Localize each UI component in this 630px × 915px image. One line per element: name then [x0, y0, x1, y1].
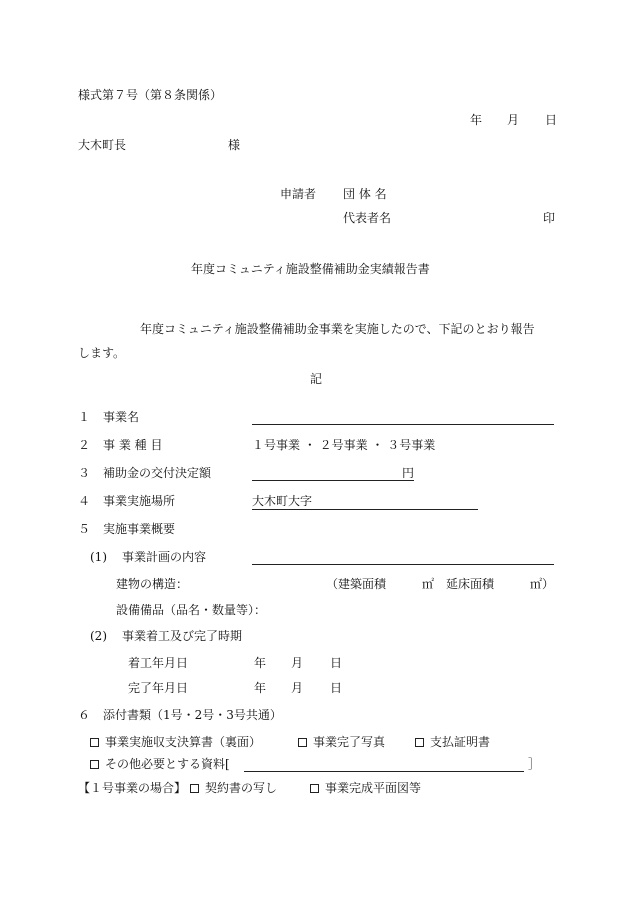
start-year: 年: [254, 656, 267, 670]
sub1-num: (1): [90, 550, 107, 564]
date-month: 月: [507, 113, 520, 127]
attachment-1-label: 事業実施収支決算書（裏面）: [105, 735, 262, 749]
item1-label: 事業名: [103, 410, 140, 424]
end-month: 月: [291, 681, 304, 695]
item2-label: 事 業 種 目: [103, 438, 163, 452]
item2-value: １号事業 ・ ２号事業 ・ ３号事業: [252, 438, 436, 452]
end-date-label: 完了年月日: [128, 681, 189, 695]
area-text: （建築面積 ㎡ 延床面積 ㎡）: [326, 577, 555, 591]
ki-heading: 記: [310, 372, 323, 386]
sub2-label: 事業着工及び完了時期: [122, 629, 243, 643]
attachment-2-label: 事業完了写真: [313, 735, 386, 749]
case1-attachment-1[interactable]: [190, 781, 277, 795]
date-day: 日: [545, 113, 558, 127]
structure-label: 建物の構造：: [116, 577, 189, 591]
item4-fill-line: [252, 509, 478, 510]
item3-fill-line: [252, 480, 414, 481]
checkbox-icon[interactable]: [90, 760, 99, 769]
equipment-label: 設備備品（品名・数量等）：: [116, 603, 267, 617]
applicant-label: 申請者: [280, 187, 317, 201]
item6-label: 添付書類（1号・2号・3号共通）: [103, 708, 282, 722]
addressee-honorific: 様: [228, 138, 241, 152]
case1-attachment-2-label: 事業完成平面図等: [325, 781, 422, 795]
attachment-3-label: 支払証明書: [430, 735, 491, 749]
item4-label: 事業実施場所: [103, 494, 176, 508]
checkbox-icon[interactable]: [190, 784, 199, 793]
checkbox-icon[interactable]: [90, 738, 99, 747]
attachment-4-label: その他必要とする資料[: [105, 757, 230, 771]
case1-label: 【１号事業の場合】: [78, 781, 187, 795]
item3-label: 補助金の交付決定額: [103, 466, 212, 480]
form-number: 様式第７号（第８条関係）: [78, 88, 223, 102]
checkbox-icon[interactable]: [415, 738, 424, 747]
case1-attachment-1-label: 契約書の写し: [205, 781, 278, 795]
case1-attachment-2[interactable]: [310, 781, 421, 795]
item2-num: ２: [78, 438, 91, 452]
item3-num: ３: [78, 466, 91, 480]
item1-num: １: [78, 410, 91, 424]
start-day: 日: [330, 656, 343, 670]
seal-mark: 印: [543, 211, 556, 225]
date-year: 年: [470, 113, 483, 127]
end-year: 年: [254, 681, 267, 695]
item3-unit: 円: [402, 466, 415, 480]
document-title: 年度コミュニティ施設整備補助金実績報告書: [191, 262, 430, 276]
sub1-fill-line: [252, 564, 554, 565]
representative-label: 代表者名: [343, 211, 392, 225]
attachment-4[interactable]: [90, 757, 230, 771]
item5-label: 実施事業概要: [103, 522, 176, 536]
attachment-4-close: ］: [528, 757, 541, 771]
checkbox-icon[interactable]: [310, 784, 319, 793]
intro-line-2: します。: [78, 346, 126, 360]
sub1-label: 事業計画の内容: [122, 550, 207, 564]
attachment-4-fill-line: [244, 771, 524, 772]
checkbox-icon[interactable]: [298, 738, 307, 747]
start-month: 月: [291, 656, 304, 670]
group-name-label: 団 体 名: [343, 187, 387, 201]
addressee-name: 大木町長: [78, 138, 127, 152]
item1-fill-line: [252, 424, 554, 425]
attachment-3[interactable]: [415, 735, 490, 749]
end-day: 日: [330, 681, 343, 695]
item4-value: 大木町大字: [252, 494, 313, 508]
sub2-num: (2): [90, 629, 107, 643]
item5-num: ５: [78, 522, 91, 536]
start-date-label: 着工年月日: [128, 656, 189, 670]
item6-num: ６: [78, 708, 91, 722]
intro-line-1: 年度コミュニティ施設整備補助金事業を実施したので、下記のとおり報告: [140, 322, 535, 336]
attachment-2[interactable]: [298, 735, 385, 749]
attachment-1[interactable]: [90, 735, 261, 749]
item4-num: ４: [78, 494, 91, 508]
